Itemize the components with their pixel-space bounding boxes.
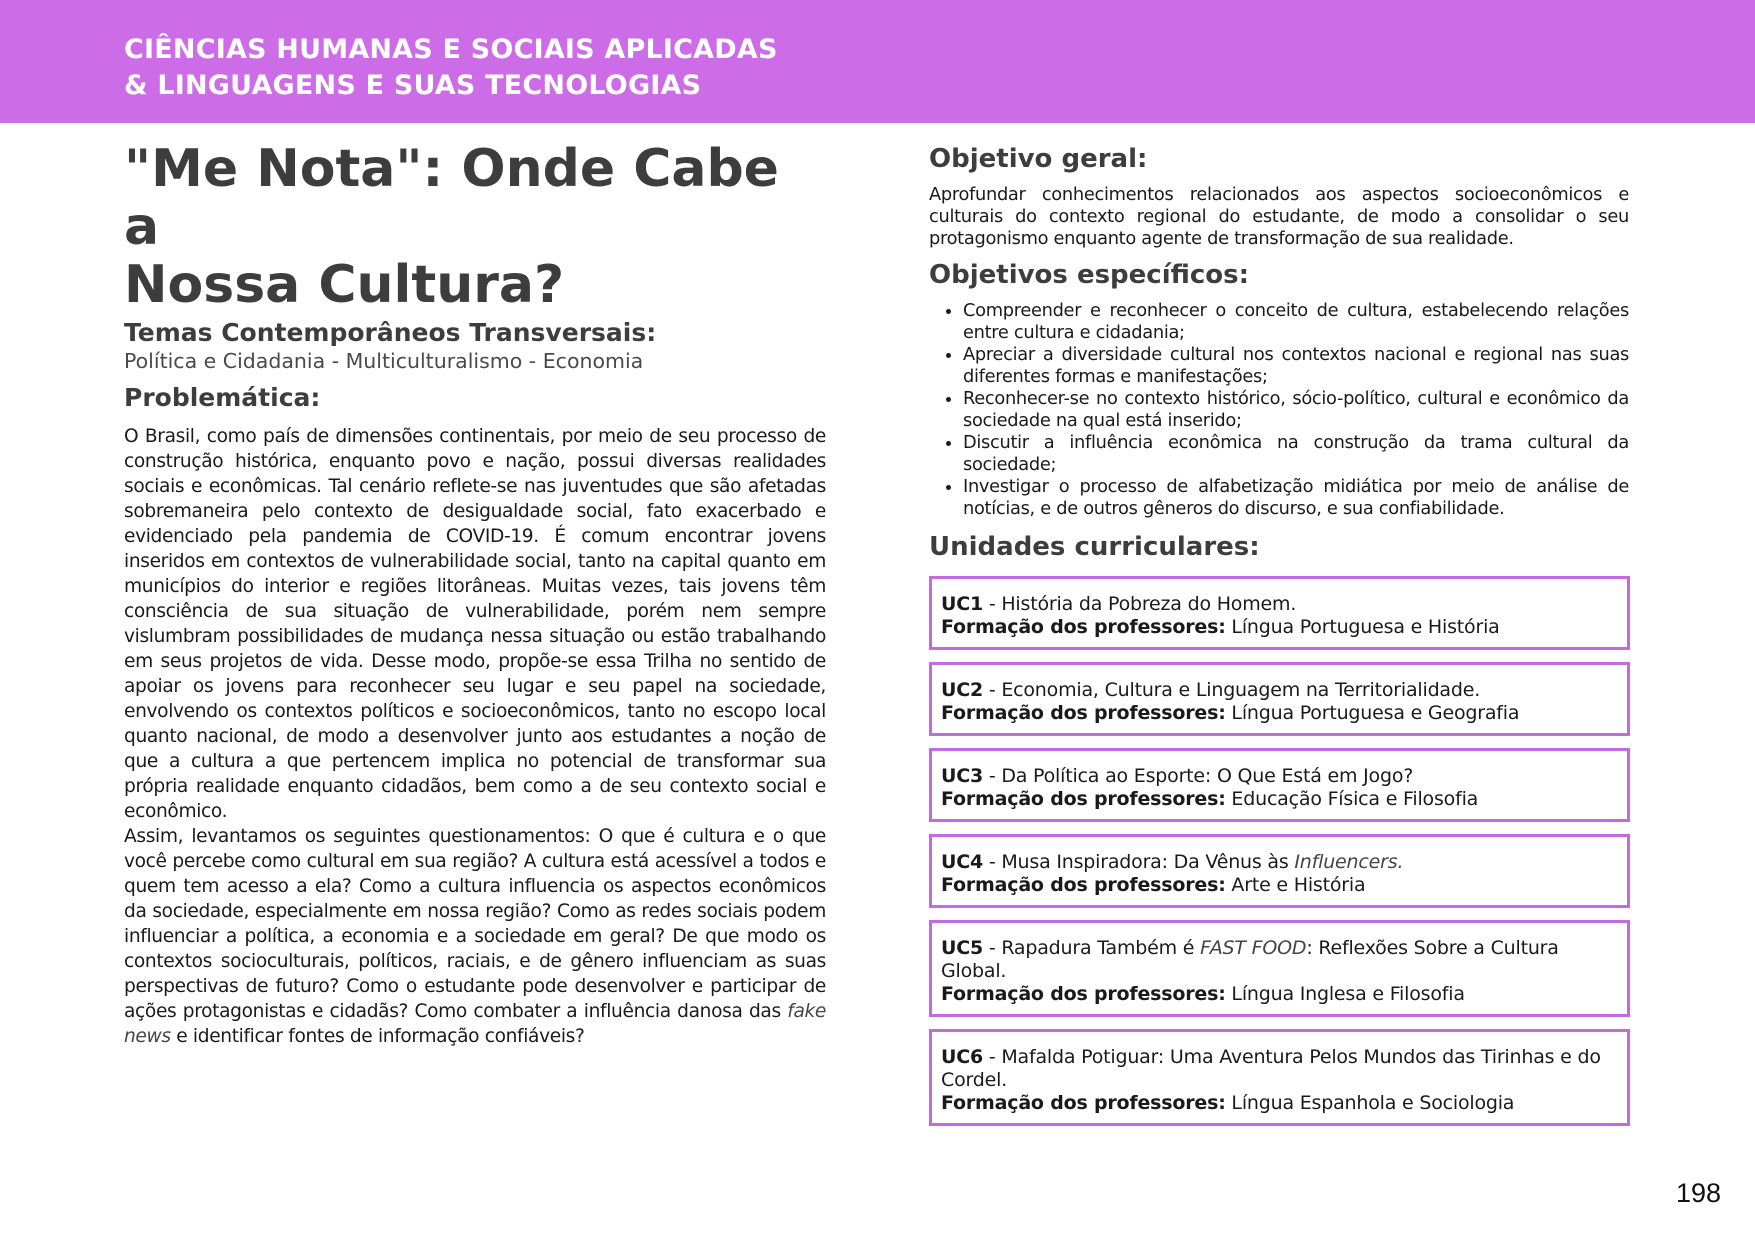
unit-name: - Da Política ao Esporte: O Que Está em Jogo? [983,765,1414,787]
professors-value: Língua Portuguesa e Geografia [1225,702,1520,724]
unit-professors [941,983,1619,1006]
unit-code: UC2 [941,679,983,701]
specific-goal-item: • Reconhecer-se no contexto histórico, sócio-político, cultural e econômico da sociedade na qual está inserido; [963,388,1629,432]
unit-code: UC3 [941,765,983,787]
specific-goal-item: • Apreciar a diversidade cultural nos contextos nacional e regional nas suas diferentes formas e manifestações; [963,344,1629,388]
unit-name: - Economia, Cultura e Linguagem na Territorialidade. [983,679,1481,701]
unit-name-italic: Influencers. [1294,851,1404,873]
right-column [929,142,1629,1126]
professors-label: Formação dos professores: [941,788,1226,810]
professors-value: Arte e História [1225,874,1366,896]
professors-label: Formação dos professores: [941,1092,1226,1114]
specific-goals-list [929,300,1629,520]
curricular-unit-uc3 [929,748,1630,822]
unit-professors [941,788,1619,811]
themes-list: Política e Cidadania - Multiculturalismo - Economia [124,349,644,373]
curricular-unit-uc6 [929,1029,1630,1126]
problem-text [124,424,826,1049]
unit-professors [941,1092,1619,1115]
problem-heading: Problemática: [124,383,321,412]
header-line-2: & LINGUAGENS E SUAS TECNOLOGIAS [124,70,702,101]
professors-value: Língua Portuguesa e História [1225,616,1500,638]
header-band [0,0,1755,123]
specific-goals-heading: Objetivos específicos: [929,260,1250,290]
problem-paragraph-1: O Brasil, como país de dimensões continentais, por meio de seu processo de construção histórica, enquanto povo e nação, possui diversas realidades sociais e econômicas. Tal cenário reflete-se nas juventudes que são afetadas sobremaneira pelo contexto de desigualdade social, fato exacerbado e evidenciado pela pandemia de COVID-19. É comum encontrar jovens inseridos em contextos de vulnerabilidade social, tanto na capital quanto em municípios do interior e regiões litorâneas. Muitas vezes, tais jovens têm consciência de sua situação de vulnerabilidade, porém nem sempre vislumbram possibilidades de mudança nessa situação ou estão trabalhando em seus projetos de vida. Desse modo, propõe-se essa Trilha no sentido de apoiar os jovens para reconhecer seu lugar e seu papel na sociedade, envolvendo os contextos políticos e socioeconômicos, tanto no escopo local quanto nacional, de modo a desenvolver junto aos estudantes a noção de que a cultura a que pertencem implica no potencial de transformar sua própria realidade enquanto cidadãos, bem como a de seu contexto social e econômico. [124,426,826,822]
curricular-unit-uc2 [929,662,1630,736]
specific-goal-item: • Compreender e reconhecer o conceito de cultura, estabelecendo relações entre cultura e cidadania; [963,300,1629,344]
unit-name: - Mafalda Potiguar: Uma Aventura Pelos Mundos das Tirinhas e do Cordel. [941,1046,1601,1091]
unit-title [941,679,1619,702]
specific-goal-item: • Discutir a influência econômica na construção da trama cultural da sociedade; [963,432,1629,476]
professors-label: Formação dos professores: [941,983,1226,1005]
professors-value: Língua Espanhola e Sociologia [1225,1092,1515,1114]
problem-paragraph-2-end: e identificar fontes de informação confiáveis? [170,1026,585,1047]
unit-name: - Rapadura Também é [983,937,1201,959]
unit-title [941,851,1619,874]
general-goal-heading: Objetivo geral: [929,144,1148,174]
unit-code: UC6 [941,1046,983,1068]
curricular-unit-uc5 [929,920,1630,1017]
curricular-unit-uc1 [929,576,1630,650]
page-title [124,140,826,314]
unit-name: - História da Pobreza do Homem. [983,593,1297,615]
unit-professors [941,874,1619,897]
problem-paragraph-2 [124,824,826,1049]
professors-value: Língua Inglesa e Filosofia [1225,983,1465,1005]
page-number: 198 [1676,1178,1722,1208]
unit-name-italic: FAST FOOD [1200,937,1307,959]
page-title-line-1: "Me Nota": Onde Cabe a [124,139,779,257]
unit-professors [941,702,1619,725]
unit-title [941,1046,1619,1092]
unit-code: UC1 [941,593,983,615]
professors-value: Educação Física e Filosofia [1225,788,1479,810]
left-column [124,140,826,1049]
unit-code: UC5 [941,937,983,959]
unit-code: UC4 [941,851,983,873]
unit-name-end: : Reflexões Sobre a Cultura Global. [941,937,1559,982]
unit-professors [941,616,1619,639]
page-title-line-2: Nossa Cultura? [124,255,565,315]
general-goal-text: Aprofundar conhecimentos relacionados aos aspectos socioeconômicos e culturais do contexto regional do estudante, de modo a consolidar o seu protagonismo enquanto agente de transformação de sua realidade. [929,184,1629,249]
professors-label: Formação dos professores: [941,616,1226,638]
unit-name: - Musa Inspiradora: Da Vênus às [983,851,1295,873]
fake-news-term: fake news [124,1001,826,1047]
professors-label: Formação dos professores: [941,702,1226,724]
curricular-units-heading: Unidades curriculares: [929,532,1260,562]
header-line-1: CIÊNCIAS HUMANAS E SOCIAIS APLICADAS [124,34,778,65]
curricular-unit-uc4 [929,834,1630,908]
specific-goal-item: • Investigar o processo de alfabetização midiática por meio de análise de notícias, e de outros gêneros do discurso, e sua confiabilidade. [963,476,1629,520]
unit-title [941,765,1619,788]
themes-heading: Temas Contemporâneos Transversais: [124,318,657,347]
problem-paragraph-2-start: Assim, levantamos os seguintes questionamentos: O que é cultura e o que você percebe como cultural em sua região? A cultura está acessível a todos e quem tem acesso a ela? Como a cultura influencia os aspectos econômicos da sociedade, especialmente em nossa região? Como as redes sociais podem influenciar a política, a economia e a sociedade em geral? De que modo os contextos socioculturais, políticos, raciais, e de gênero influenciam as suas perspectivas de futuro? Como o estudante pode desenvolver e participar de ações protagonistas e cidadãs? Como combater a influência danosa das [124,826,826,1022]
professors-label: Formação dos professores: [941,874,1226,896]
unit-title [941,593,1619,616]
unit-title [941,937,1619,983]
